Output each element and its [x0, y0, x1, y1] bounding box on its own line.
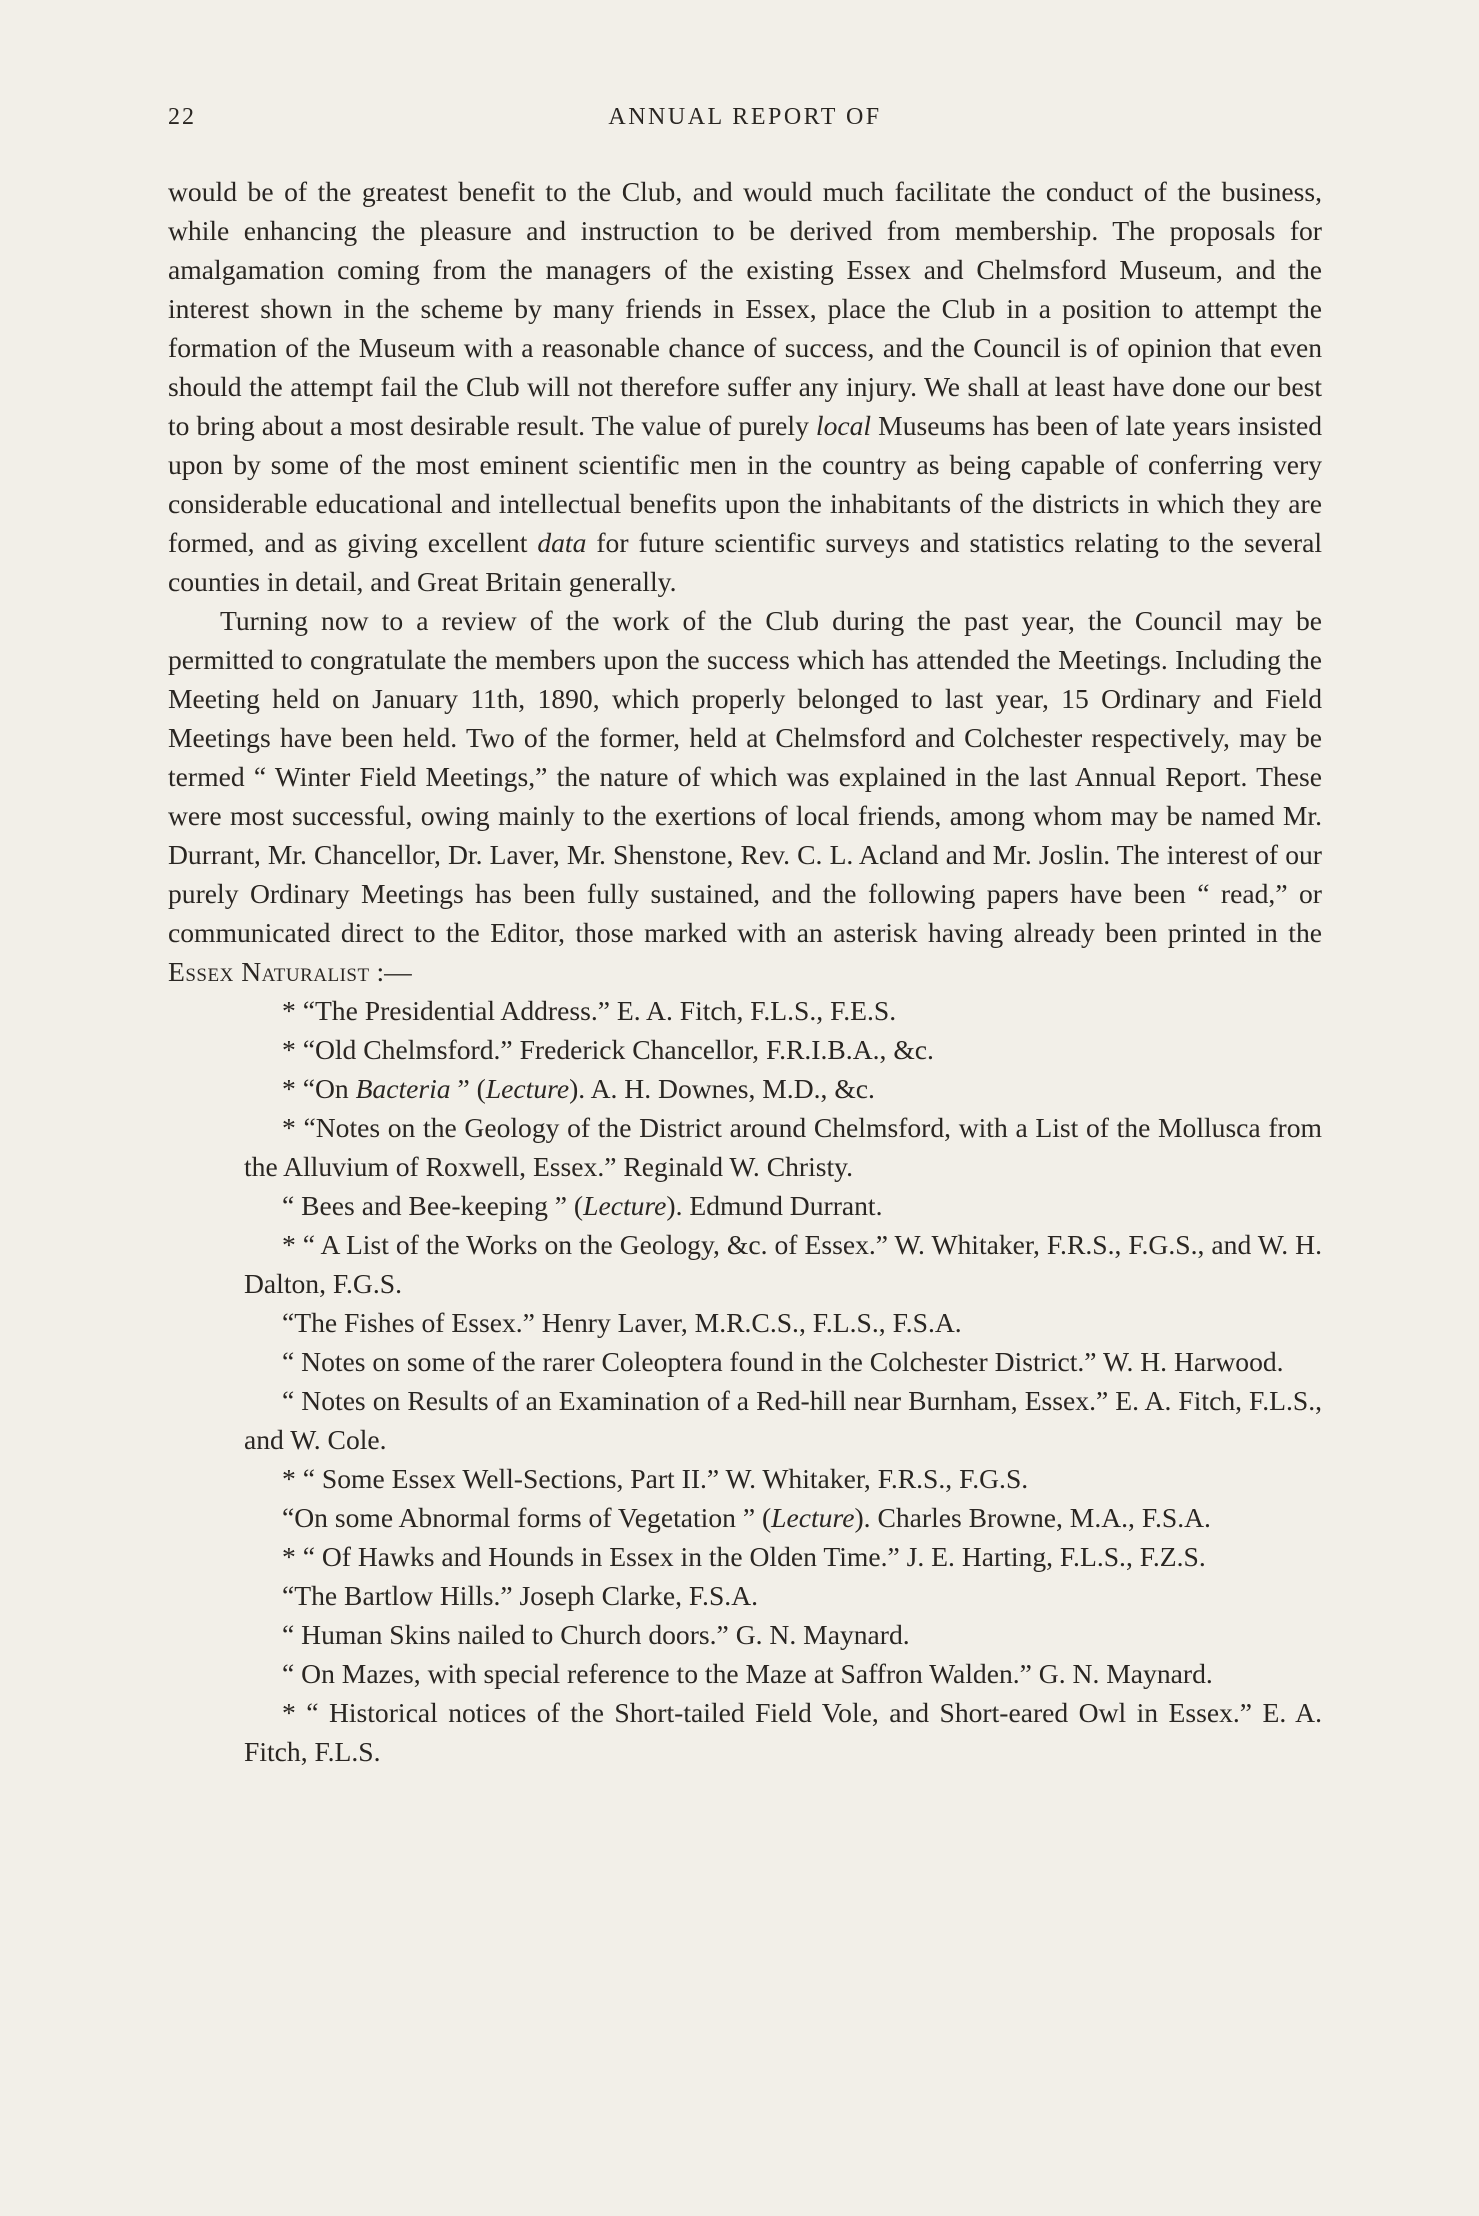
paper-author: Henry Laver, M.R.C.S., F.L.S., F.S.A. — [534, 1307, 962, 1338]
paper-title: The Presidential Address.” — [314, 995, 610, 1026]
running-title: ANNUAL REPORT OF — [608, 104, 882, 130]
paper-author: W. Whitaker, F.R.S., F.G.S. — [719, 1463, 1029, 1494]
italic-word: data — [537, 527, 587, 558]
paper-prefix: * “ — [282, 1073, 315, 1104]
paper-entry — [168, 1693, 1322, 1771]
paper-author: E. A. Fitch, F.L.S., F.E.S. — [609, 995, 897, 1026]
paper-entry — [168, 1381, 1322, 1459]
paragraph-text: Museums has been of late years insisted upon by some of the most eminent scientific men in the country as being capable of conferring very considerable educational and intellectual benefits upon the inhabitants of the districts in which they are formed, and as giving excellent — [168, 410, 1322, 558]
paper-title: Notes on Results of an Examination of a Red-hill near Burnham, Essex.” — [301, 1385, 1109, 1416]
lecture-italic: Lecture — [485, 1073, 570, 1104]
paper-author: W. Whitaker, F.R.S., F.G.S., and W. H. Dalton, F.G.S. — [244, 1229, 1322, 1299]
paper-entry — [168, 1576, 1322, 1615]
paper-entry — [168, 1498, 1322, 1537]
paper-author: Charles Browne, M.A., F.S.A. — [870, 1502, 1211, 1533]
page-number: 22 — [168, 104, 196, 130]
paper-prefix: “ — [282, 1190, 302, 1221]
paper-prefix: “ — [282, 1619, 302, 1650]
paper-title: Old Chelmsford.” — [314, 1034, 513, 1065]
paper-entry — [168, 1069, 1322, 1108]
paper-prefix: “ — [282, 1658, 302, 1689]
paper-prefix: “ — [282, 1346, 302, 1377]
paper-author: J. E. Harting, F.L.S., F.Z.S. — [899, 1541, 1206, 1572]
paper-title: Historical notices of the Short-tailed Field Vole, and Short-eared Owl in Essex.” — [328, 1697, 1253, 1728]
paper-entry — [168, 1654, 1322, 1693]
journal-name: Essex Naturalist — [168, 956, 370, 987]
paper-title: The Fishes of Essex.” — [294, 1307, 535, 1338]
paper-entry — [168, 991, 1322, 1030]
paper-author: G. N. Maynard. — [1031, 1658, 1213, 1689]
paper-title: A List of the Works on the Geology, &c. of Essex.” — [320, 1229, 889, 1260]
paper-prefix: * “ — [282, 1229, 321, 1260]
paper-entry — [168, 1615, 1322, 1654]
paper-prefix: “ — [282, 1307, 295, 1338]
paper-author: Edmund Durrant. — [682, 1190, 883, 1221]
paper-title: Notes on some of the rarer Coleoptera found in the Colchester District.” — [301, 1346, 1097, 1377]
paper-title: Human Skins nailed to Church doors.” — [301, 1619, 729, 1650]
paper-title: Notes on the Geology of the District around Chelmsford, with a List of the Mollusca from the Alluvium of Roxwell, Essex.” — [244, 1112, 1322, 1182]
paper-entry — [168, 1459, 1322, 1498]
paper-title: The Bartlow Hills.” — [294, 1580, 513, 1611]
paper-title: Of Hawks and Hounds in Essex in the Olden Time.” — [321, 1541, 900, 1572]
body-text — [168, 172, 1322, 1771]
paragraph-text: :— — [369, 956, 412, 987]
paper-author: Reginald W. Christy. — [616, 1151, 854, 1182]
paper-author: E. A. Fitch, F.L.S. — [244, 1697, 1322, 1767]
paper-prefix: * “ — [282, 1463, 322, 1494]
paper-author: Frederick Chancellor, F.R.I.B.A., &c. — [512, 1034, 934, 1065]
running-head — [168, 104, 1322, 138]
paper-author: A. H. Downes, M.D., &c. — [585, 1073, 875, 1104]
italic-word: local — [815, 410, 872, 441]
lecture-italic: Lecture — [583, 1190, 667, 1221]
paper-title: Some Essex Well-Sections, Part II.” — [321, 1463, 720, 1494]
paper-title: On some Abnormal forms of Vegetation ” (Lecture). — [294, 1502, 871, 1533]
paper-prefix: “ — [282, 1385, 302, 1416]
paper-title-rest: ” (Lecture). — [450, 1073, 586, 1104]
paper-author: E. A. Fitch, F.L.S., and W. Cole. — [244, 1385, 1322, 1455]
paper-entry — [168, 1537, 1322, 1576]
paragraph-text: Turning now to a review of the work of the Club during the past year, the Council may be permitted to congratulate the members upon the success which has attended the Meetings. Including the Meeting held on January 11th, 1890, which properly belonged to last year, 15 Ordinary and Field Meetings have been held. Two of the former, held at Chelmsford and Colchester respectively, may be termed “ Winter Field Meetings,” the nature of which was explained in the last Annual Report. These were most successful, owing mainly to the exertions of local friends, among whom may be named Mr. Durrant, Mr. Chancellor, Dr. Laver, Mr. Shenstone, Rev. C. L. Acland and Mr. Joslin. The interest of our purely Ordinary Meetings has been fully sustained, and the following papers have been “ read,” or communicated direct to the Editor, those marked with an asterisk having already been printed in the — [168, 605, 1322, 948]
paper-author: G. N. Maynard. — [728, 1619, 910, 1650]
paragraph-text: would be of the greatest benefit to the Club, and would much facilitate the conduct of the business, while enhancing the pleasure and instruction to be derived from membership. The proposals for amalgamation coming from the managers of the existing Essex and Chelmsford Museum, and the interest shown in the scheme by many friends in Essex, place the Club in a position to attempt the formation of the Museum with a reasonable chance of success, and the Council is of opinion that even should the attempt fail the Club will not therefore suffer any injury. We shall at least have done our best to bring about a most desirable result. The value of purely — [168, 176, 1322, 441]
paper-prefix: * “ — [282, 1697, 329, 1728]
paper-entry — [168, 1030, 1322, 1069]
paper-prefix: * “ — [282, 1541, 322, 1572]
paper-prefix: “ — [282, 1580, 295, 1611]
paragraph-meetings — [168, 601, 1322, 991]
paragraph-text: for future scientific surveys and statistics relating to the several counties in detail, and Great Britain generally. — [168, 527, 1322, 597]
paper-author: W. H. Harwood. — [1096, 1346, 1284, 1377]
paper-title: On Mazes, with special reference to the Maze at Saffron Walden.” — [301, 1658, 1032, 1689]
paper-prefix: * “ — [282, 1034, 315, 1065]
lecture-italic: Lecture — [771, 1502, 855, 1533]
paper-prefix: “ — [282, 1502, 295, 1533]
paper-title-italic: Bacteria — [355, 1073, 451, 1104]
paper-entry — [168, 1225, 1322, 1303]
paper-title: On — [314, 1073, 356, 1104]
paper-entry — [168, 1303, 1322, 1342]
paper-prefix: * “ — [282, 995, 315, 1026]
paper-title: Bees and Bee-keeping ” (Lecture). — [301, 1190, 683, 1221]
paragraph-museum — [168, 172, 1322, 601]
paper-author: Joseph Clarke, F.S.A. — [512, 1580, 759, 1611]
paper-entry — [168, 1342, 1322, 1381]
papers-list — [168, 991, 1322, 1771]
paper-entry — [168, 1108, 1322, 1186]
paper-prefix: * “ — [282, 1112, 316, 1143]
paper-entry — [168, 1186, 1322, 1225]
